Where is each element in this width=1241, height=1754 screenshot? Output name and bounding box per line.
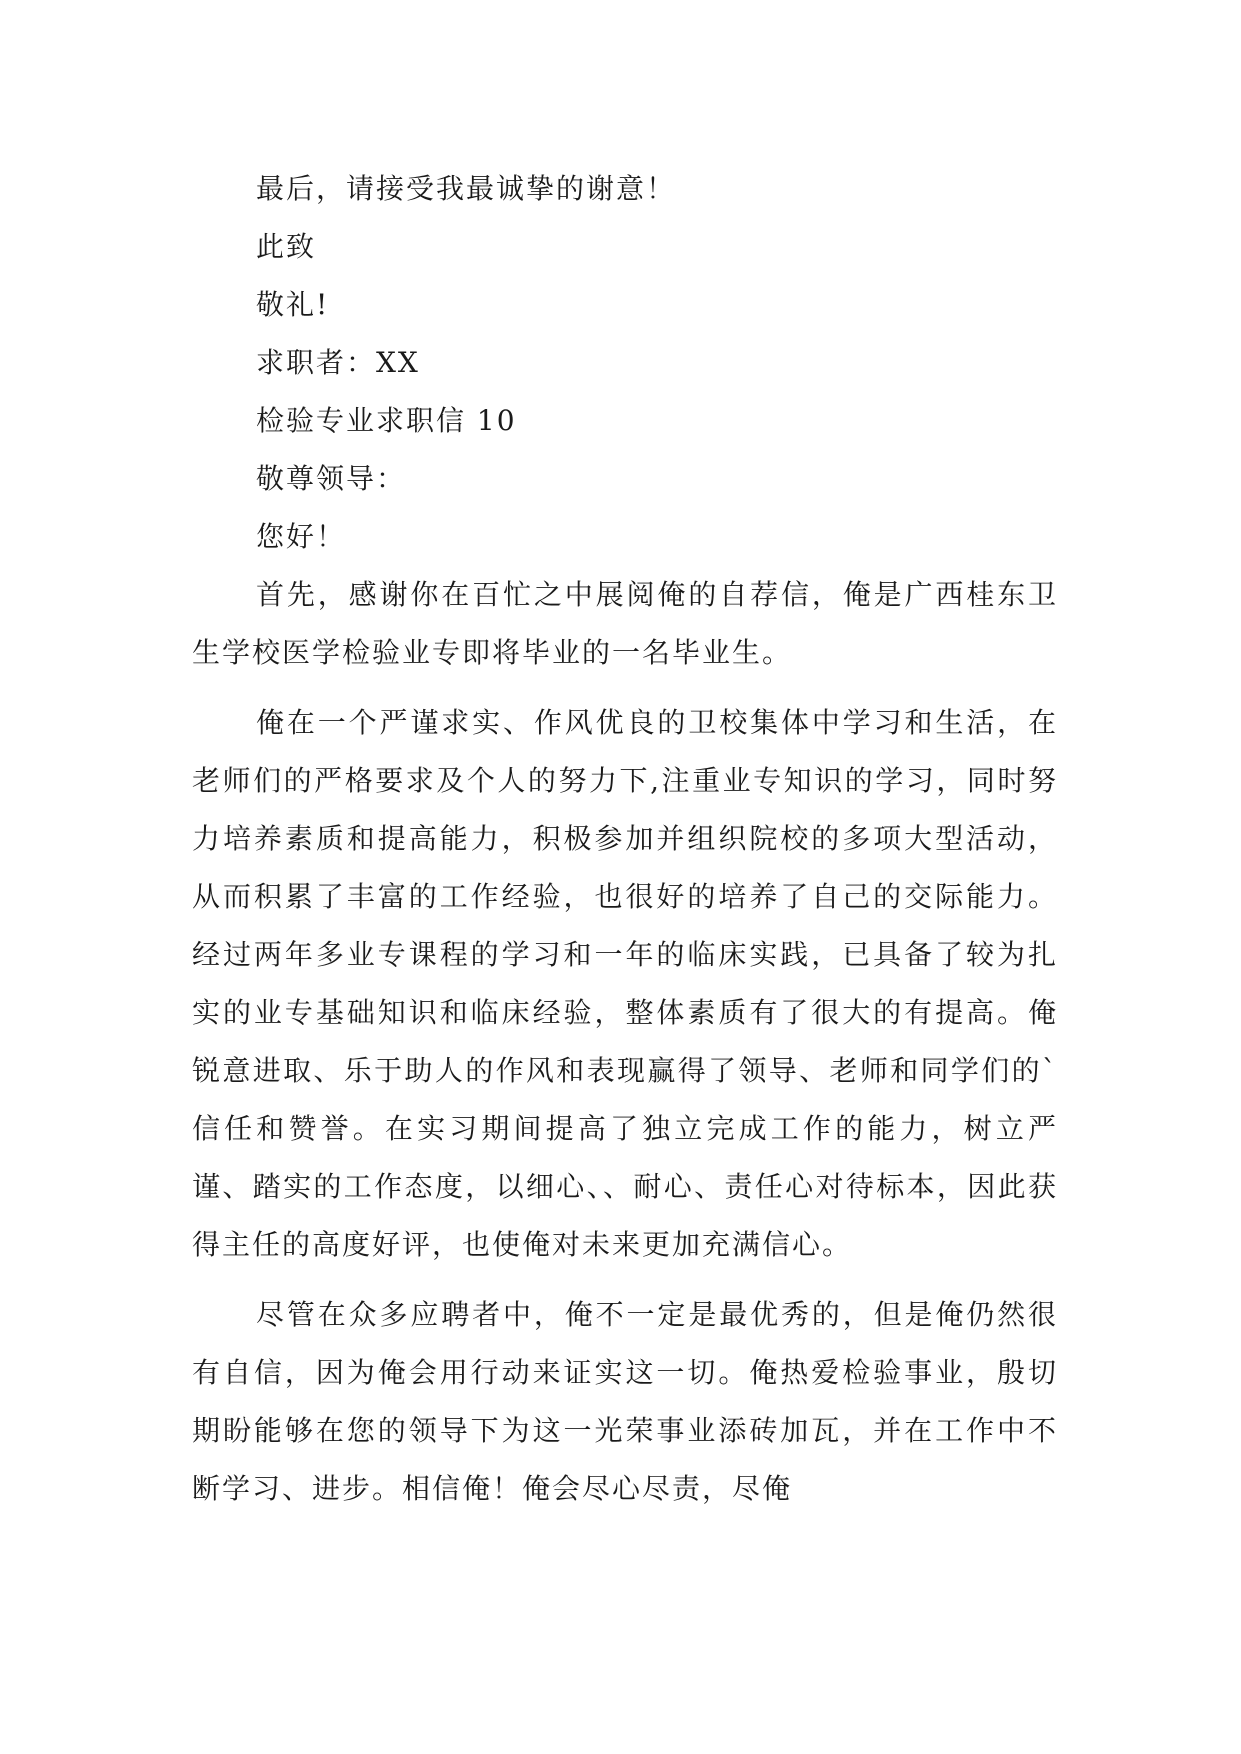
signature: 求职者：XX (256, 346, 420, 379)
letter-body (192, 160, 1058, 1518)
salutation-line-2: 敬礼! (256, 288, 330, 321)
paragraph-intro: 首先，感谢你在百忙之中展阅俺的自荐信，俺是广西桂东卫生学校医学检验业专即将毕业的一名毕业生。 (192, 578, 1058, 669)
greeting-recipient: 敬尊领导： (256, 462, 407, 495)
section-title: 检验专业求职信 10 (256, 404, 517, 437)
paragraph-experience: 俺在一个严谨求实、作风优良的卫校集体中学习和生活，在老师们的严格要求及个人的努力下,注重业专知识的学习，同时努力培养素质和提高能力，积极参加并组织院校的多项大型活动，从而积累了丰富的工作经验，也很好的培养了自己的交际能力。经过两年多业专课程的学习和一年的临床实践，已具备了较为扎实的业专基础知识和临床经验，整体素质有了很大的有提高。俺锐意进取、乐于助人的作风和表现赢得了领导、老师和同学们的`信任和赞誉。在实习期间提高了独立完成工作的能力，树立严谨、踏实的工作态度，以细心、、耐心、责任心对待标本，因此获得主任的高度好评，也使俺对未来更加充满信心。 (192, 706, 1058, 1261)
greeting: 您好！ (256, 520, 347, 553)
closing-thanks: 最后，请接受我最诚挚的谢意！ (256, 172, 677, 205)
paragraph-commitment: 尽管在众多应聘者中，俺不一定是最优秀的，但是俺仍然很有自信，因为俺会用行动来证实这一切。俺热爱检验事业，殷切期盼能够在您的领导下为这一光荣事业添砖加瓦，并在工作中不断学习、进步。相信俺！俺会尽心尽责，尽俺 (192, 1298, 1058, 1505)
salutation-line-1: 此致 (256, 230, 317, 263)
